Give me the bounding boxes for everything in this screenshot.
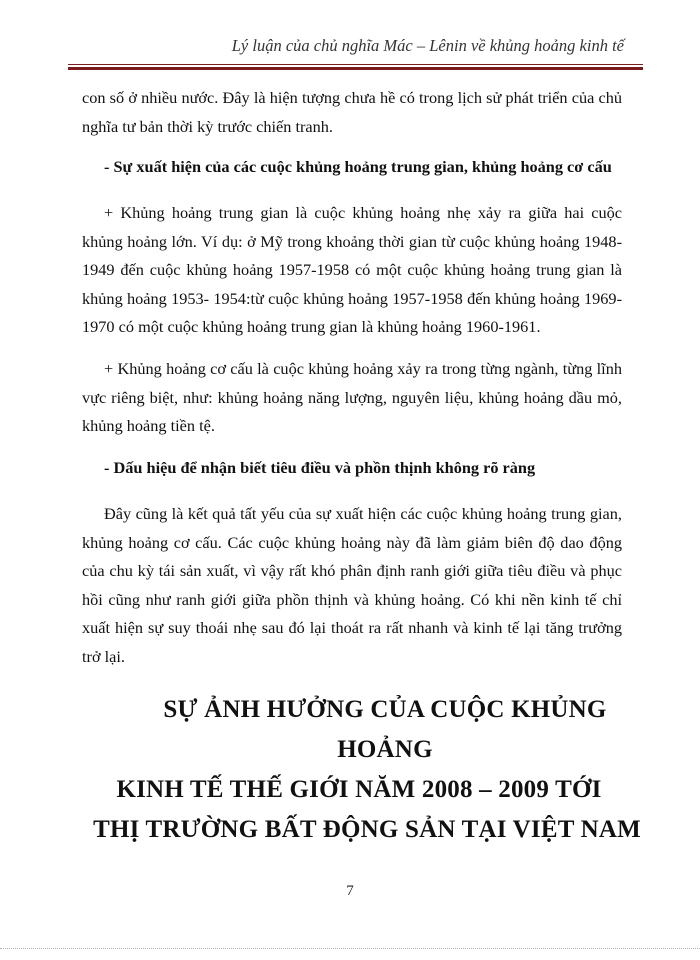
body-text (82, 84, 622, 141)
chapter-title (60, 690, 650, 850)
chapter-title-line-1: SỰ ẢNH HƯỞNG CỦA CUỘC KHỦNG HOẢNG (163, 696, 607, 763)
paragraph-consequence: Đây cũng là kết quả tất yếu của sự xuất hiện các cuộc khủng hoảng trung gian, khủng hoảng cơ cấu. Các cuộc khủng hoảng này đã làm giảm biên độ dao động của chu kỳ tái sản xuất, vì vậy rất khó phân định ranh giới giữa tiêu điều và phục hồi cũng như ranh giới giữa phồn thịnh và khủng hoảng. Có khi nền kinh tế chỉ xuất hiện sự suy thoái nhẹ sau đó lại thoát ra rất nhanh và kinh tế lại tăng trưởng trở lại. (82, 504, 622, 666)
footer-dotted-rule (0, 948, 700, 949)
page-number: 7 (346, 883, 354, 899)
header-rule-thick (68, 67, 643, 70)
chapter-title-line-2: KINH TẾ THẾ GIỚI NĂM 2008 – 2009 TỚI (116, 776, 602, 803)
subheading-block-1 (82, 153, 622, 182)
paragraph-block-consequence (82, 500, 622, 671)
paragraph-block-structural (82, 355, 622, 441)
running-header: Lý luận của chủ nghĩa Mác – Lênin về khủng hoảng kinh tế (231, 36, 624, 55)
chapter-title-line-3: THỊ TRƯỜNG BẤT ĐỘNG SẢN TẠI VIỆT NAM (93, 816, 641, 843)
paragraph-intermediate-crisis: + Khủng hoảng trung gian là cuộc khủng hoảng nhẹ xảy ra giữa hai cuộc khủng hoảng lớn. Ví dụ: ở Mỹ trong khoảng thời gian từ cuộc khủng hoảng 1948-1949 đến cuộc khủng hoảng 1957-1958 có một cuộc khủng hoảng trung gian là khủng hoảng 1953- 1954:từ cuộc khủng hoảng 1957-1958 đến khủng hoảng 1969-1970 có một cuộc khủng hoảng trung gian là khủng hoảng 1960-1961. (82, 203, 622, 336)
header-rule-thin (68, 64, 643, 65)
paragraph-intro: con số ở nhiều nước. Đây là hiện tượng chưa hề có trong lịch sử phát triển của chủ nghĩa tư bản thời kỳ trước chiến tranh. (82, 88, 622, 136)
paragraph-structural-crisis: + Khủng hoảng cơ cấu là cuộc khủng hoảng xảy ra trong từng ngành, từng lĩnh vực riêng biệt, như: khủng hoảng năng lượng, nguyên liệu, khủng hoảng dầu mỏ, khủng hoảng tiền tệ. (82, 359, 622, 435)
subheading-unclear-signs: - Dấu hiệu để nhận biết tiêu điều và phồn thịnh không rõ ràng (104, 458, 536, 477)
paragraph-block-intermediate (82, 199, 622, 342)
subheading-intermediate-crises: - Sự xuất hiện của các cuộc khủng hoảng trung gian, khủng hoảng cơ cấu (104, 157, 612, 176)
subheading-block-2 (82, 454, 622, 483)
